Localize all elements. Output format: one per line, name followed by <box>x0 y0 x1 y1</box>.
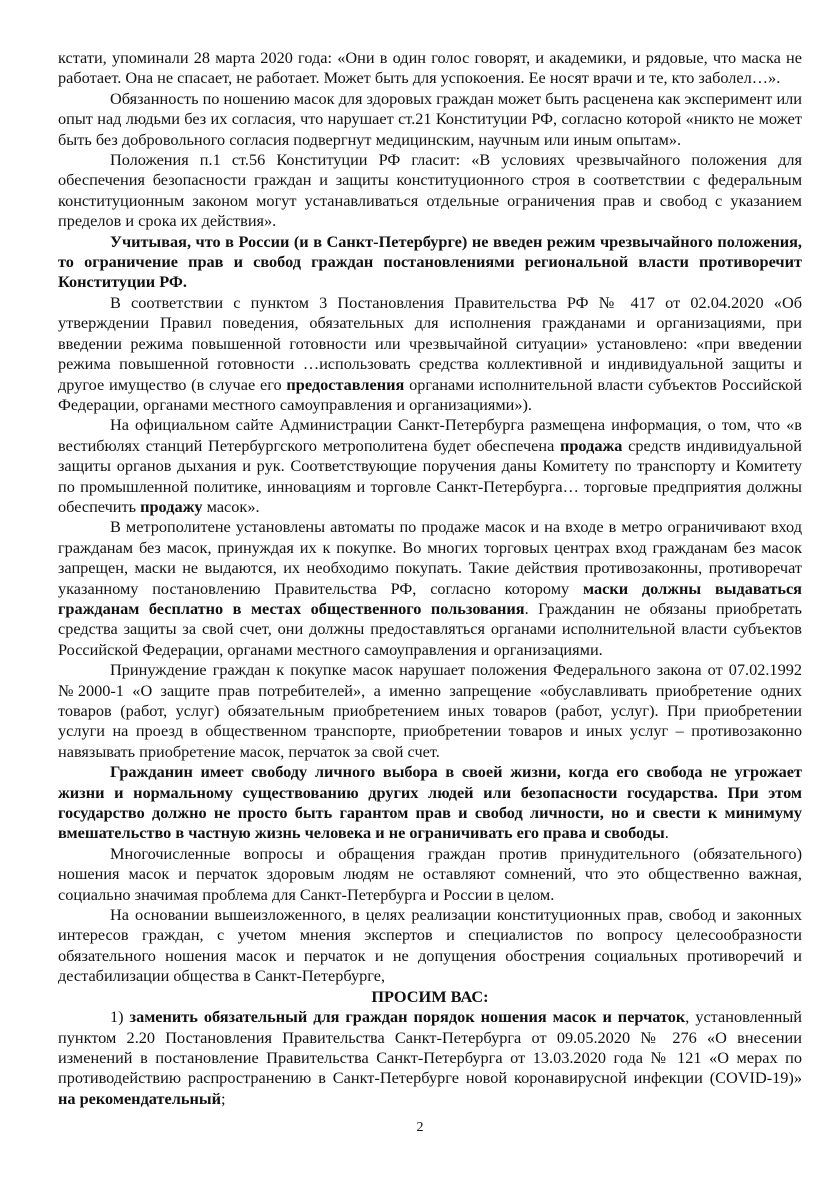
text-run: , установленный пунктом 2.20 Постановления Правительства Санкт-Петербурга от 09.05.2020 № 276 «О внесении изменений в постановление Правительства Санкт-Петербурга от 13.03.2020 года № 121 «О мерах по противодействию распространению в Санкт-Петербурге новой коронавирусной инфекции (COVID-19)» <box>58 1007 802 1088</box>
request-heading: ПРОСИМ ВАС: <box>371 986 489 1006</box>
bold-text-run: Учитывая, что в России (и в Санкт-Петербурге) не введен режим чрезвычайного положения, то ограничение прав и свобод граждан постановлениями региональной власти противоречит Конституции РФ. <box>58 231 802 292</box>
text-run: кстати, упоминали 28 марта 2020 года: «Они в один голос говорят, и академики, и рядовые, что маска не работает. Она не спасает, не работает. Может быть для успокоения. Ее носят врачи и те, кто заболел…». <box>58 48 802 88</box>
text-run: . Гражданин не обязаны приобретать средства защиты за свой счет, они должны предоставляться органами исполнительной власти субъектов Российской Федерации, органами местного самоуправления и организациями. <box>58 598 802 659</box>
bold-text-run: продажа <box>559 435 623 455</box>
text-run: средств индивидуальной защиты органов дыхания и рук. Соответствующие поручения даны Комитету по транспорту и Комитету по промышленной политике, инновациям и торговле Санкт-Петербурга… торговые предприятия должны обеспечить <box>58 435 802 516</box>
text-run: масок». <box>202 496 260 516</box>
text-run: На основании вышеизложенного, в целях реализации конституционных прав, свобод и законных интересов граждан, с учетом мнения экспертов и специалистов по вопросу целесообразности обязательного ношения масок и перчаток и не допущения обострения социальных противоречий и дестабилизации общества в Санкт-Петербурге, <box>58 905 802 986</box>
paragraph-2 <box>58 89 802 150</box>
paragraph-10 <box>58 844 802 905</box>
paragraph-3 <box>58 150 802 232</box>
text-run: ; <box>220 1088 226 1108</box>
text-run: Обязанность по ношению масок для здоровых граждан может быть расценена как эксперимент или опыт над людьми без их согласия, что нарушает ст.21 Конституции РФ, согласно которой «никто не может быть без добровольного согласия подвергнут медицинским, научным или иным опытам». <box>58 88 802 149</box>
paragraph-4 <box>58 232 802 293</box>
bold-text-run: предоставления <box>286 374 405 394</box>
text-run: Многочисленные вопросы и обращения граждан против принудительного (обязательного) ношения масок и перчаток здоровым людям не оставляют сомнений, что это общественно важная, социально значимая проблема для Санкт-Петербурга и России в целом. <box>58 843 802 904</box>
paragraph-11 <box>58 905 802 987</box>
document-page <box>58 48 802 1109</box>
body-text <box>58 48 802 987</box>
request-item-1 <box>58 1007 802 1109</box>
paragraph-5 <box>58 293 802 415</box>
paragraph-8 <box>58 660 802 762</box>
text-run: . <box>664 823 669 843</box>
text-run: Положения п.1 ст.56 Конституции РФ гласит: «В условиях чрезвычайного положения для обеспечения безопасности граждан и защиты конституционного строя в соответствии с федеральным конституционным законом могут устанавливаться отдельные ограничения прав и свобод с указанием пределов и срока их действия». <box>58 150 802 231</box>
text-run: На официальном сайте Администрации Санкт-Петербурга размещена информация, о том, что «в вестибюлях станций Петербургского метрополитена будет обеспечена <box>58 415 802 455</box>
page-number: 2 <box>416 1120 424 1135</box>
bold-text-run: заменить обязательный для граждан порядок ношения масок и перчаток <box>129 1007 686 1027</box>
text-run: органами исполнительной власти субъектов Российской Федерации, органами местного самоуправления и организациями»). <box>58 374 802 414</box>
bold-text-run: на рекомендательный <box>58 1088 221 1108</box>
text-run: В метрополитене установлены автоматы по продаже масок и на входе в метро ограничивают вход гражданам без масок, принуждая их к покупке. Во многих торговых центрах вход гражданам без масок запрещен, маски не выдаются, их необходимо покупать. Такие действия противозаконны, противоречат указанному постановлению Правительства РФ, согласно которому <box>58 517 802 598</box>
text-run: Принуждение граждан к покупке масок нарушает положения Федерального закона от 07.02.1992 №2000-1 «О защите прав потребителей», а именно запрещение «обуславливать приобретение одних товаров (работ, услуг) обязательным приобретением иных товаров (работ, услуг). При приобретении услуги на проезд в общественном транспорте, приобретении товаров и иных услуг – противозаконно навязывать приобретение масок, перчаток за свой счет. <box>58 660 802 761</box>
bold-text-run: маски должны выдаваться гражданам бесплатно в местах общественного пользования <box>58 578 802 618</box>
paragraph-6 <box>58 415 802 517</box>
paragraph-1 <box>58 48 802 89</box>
text-run: В соответствии с пунктом 3 Постановления Правительства РФ № 417 от 02.04.2020 «Об утверждении Правил поведения, обязательных для исполнения гражданами и организациями, при введении режима повышенной готовности или чрезвычайной ситуации» установлено: «при введении режима повышенной готовности …использовать средства коллективной и индивидуальной защиты и другое имущество (в случае его <box>58 292 802 394</box>
text-run: 1) <box>110 1007 130 1027</box>
paragraph-9 <box>58 762 802 844</box>
bold-text-run: Гражданин имеет свободу личного выбора в своей жизни, когда его свобода не угрожает жизни и нормальному существованию других людей или безопасности государства. При этом государство должно не просто быть гарантом прав и свобод личности, но и свести к минимуму вмешательство в частную жизнь человека и не ограничивать его права и свободы <box>58 762 802 843</box>
bold-text-run: продажу <box>140 496 203 516</box>
paragraph-7 <box>58 517 802 660</box>
